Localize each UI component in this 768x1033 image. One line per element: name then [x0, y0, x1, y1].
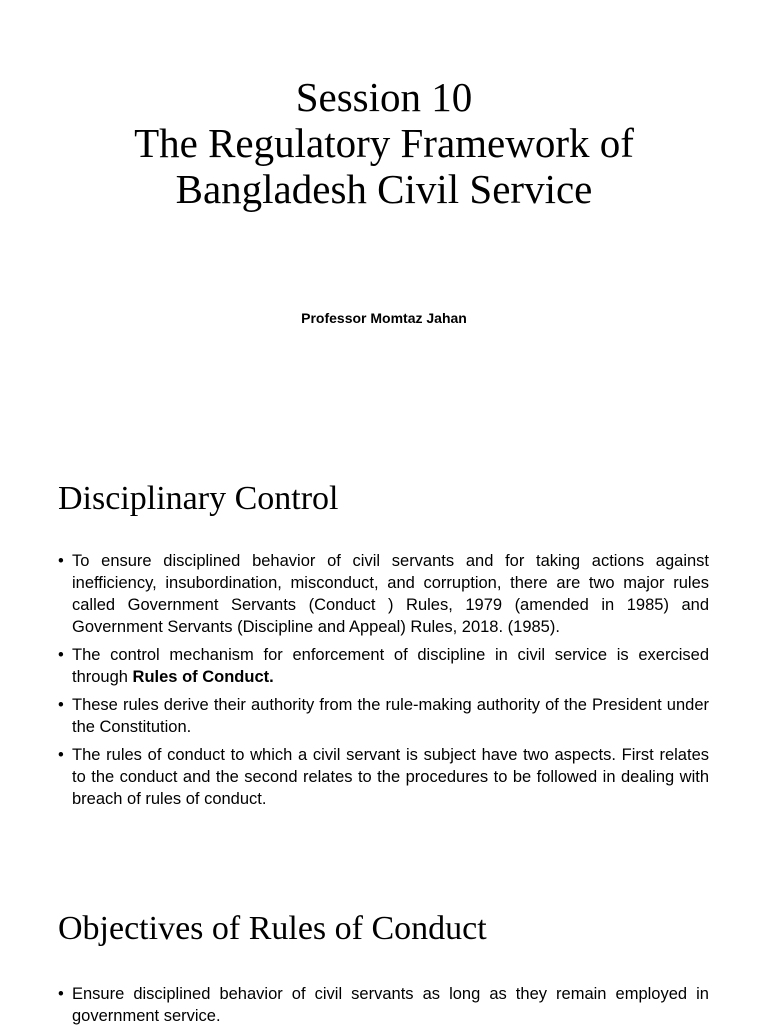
- disciplinary-control-slide: [0, 441, 768, 873]
- bullet-dot-icon: •: [58, 746, 64, 764]
- bullet-item: [58, 550, 709, 638]
- bullet-item: [58, 644, 709, 688]
- bullet-text: The rules of conduct to which a civil servant is subject have two aspects. First relates to the conduct and the second relates to the procedures to be followed in dealing with breach of rules of conduct.: [72, 746, 709, 808]
- bullet-dot-icon: •: [58, 696, 64, 714]
- title-line-session: Session 10: [295, 74, 473, 120]
- objectives-slide: [0, 882, 768, 1024]
- title-line-framework: The Regulatory Framework of: [134, 120, 634, 166]
- slide-heading: Disciplinary Control: [58, 480, 339, 517]
- slide-separator: [0, 432, 768, 441]
- bullet-dot-icon: •: [58, 985, 64, 1003]
- author-name: Professor Momtaz Jahan: [301, 310, 467, 326]
- slide-heading: Objectives of Rules of Conduct: [58, 910, 487, 947]
- slide-title: [0, 74, 768, 212]
- bullet-item: [58, 983, 709, 1027]
- bullet-item: [58, 694, 709, 738]
- bullet-text: To ensure disciplined behavior of civil servants and for taking actions against inefficiency, insubordination, misconduct, and corruption, there are two major rules called Government Servants (Conduct ) Rules, 1979 (amended in 1985) and Government Servants (Discipline and Appeal) Rules, 2018. (1985).: [72, 552, 709, 636]
- bullet-dot-icon: •: [58, 646, 64, 664]
- bullet-list: [58, 983, 709, 1033]
- bullet-text: The control mechanism for enforcement of discipline in civil service is exercised through: [72, 646, 709, 686]
- slide-separator: [0, 873, 768, 882]
- bullet-text: These rules derive their authority from the rule-making authority of the President under the Constitution.: [72, 696, 709, 736]
- bullet-text: Ensure disciplined behavior of civil servants as long as they remain employed in government service.: [72, 985, 709, 1025]
- bullet-bold-text: Rules of Conduct.: [132, 668, 274, 686]
- title-slide: [0, 0, 768, 432]
- bullet-item: [58, 744, 709, 810]
- title-line-civil-service: Bangladesh Civil Service: [175, 166, 593, 212]
- bullet-dot-icon: •: [58, 552, 64, 570]
- bullet-list: [58, 550, 709, 816]
